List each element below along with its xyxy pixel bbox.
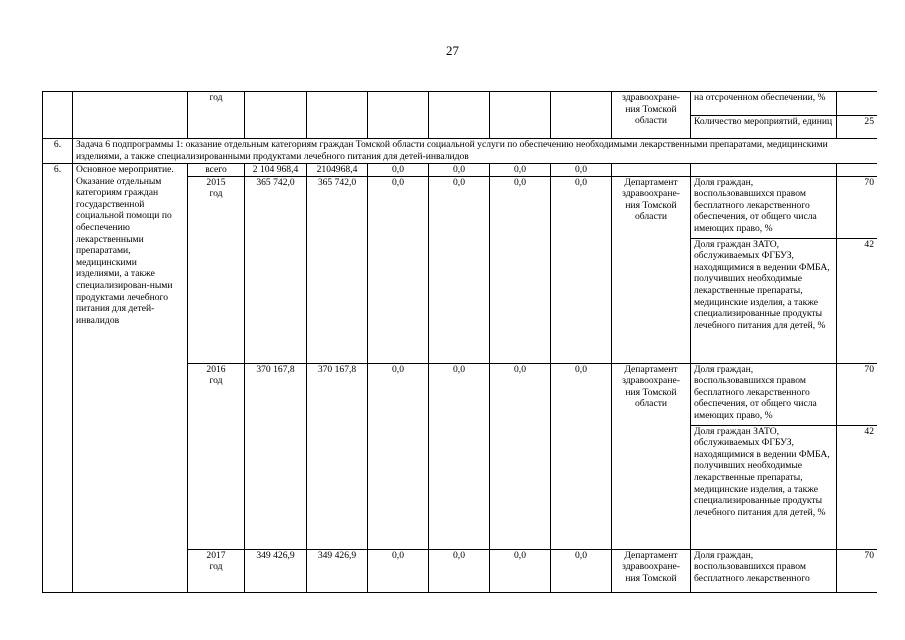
task-number: 6. <box>43 139 73 164</box>
table-row <box>43 164 878 177</box>
value-cell: 0,0 <box>368 363 429 549</box>
total-label: всего <box>188 164 245 177</box>
value-cell: 0,0 <box>551 549 612 593</box>
value-cell: 0,0 <box>551 176 612 363</box>
event-number: 6. <box>43 164 73 594</box>
total-v3: 0,0 <box>368 164 429 177</box>
indicator-value: 25 <box>837 116 878 139</box>
indicator-cell: Доля граждан, воспользовавшихся правом бесплатного лекарственного обеспечения, от общего числа имеющих право, % <box>691 176 837 238</box>
program-table-wrapper <box>42 91 877 593</box>
indicator-value: 42 <box>837 425 878 549</box>
value-cell: 0,0 <box>490 176 551 363</box>
value-cell: 365 742,0 <box>307 176 368 363</box>
event-name: Основное мероприятие. Оказание отдельным категориям граждан государственной социальной помощи по обеспечению лекарственными препаратами, медицинскими изделиями, а также специализирован-ными продуктами лечебного питания для детей-инвалидов <box>73 164 188 594</box>
year-cell: год <box>188 92 245 139</box>
dept-cell: Департамент здравоохране-ния Томской области <box>612 363 691 549</box>
value-cell: 370 167,8 <box>307 363 368 549</box>
indicator-value: 70 <box>837 176 878 238</box>
total-v1: 2 104 968,4 <box>245 164 307 177</box>
value-cell: 349 426,9 <box>307 549 368 593</box>
value-cell: 0,0 <box>490 363 551 549</box>
indicator-cell: Доля граждан, воспользовавшихся правом бесплатного лекарственного обеспечения, от общего числа имеющих право, % <box>691 363 837 425</box>
value-cell: 0,0 <box>551 363 612 549</box>
total-v5: 0,0 <box>490 164 551 177</box>
task-row <box>43 139 878 164</box>
value-cell: 0,0 <box>429 176 490 363</box>
indicator-cell: Доля граждан, воспользовавшихся правом бесплатного лекарственного <box>691 549 837 593</box>
total-v2: 2104968,4 <box>307 164 368 177</box>
value-cell: 370 167,8 <box>245 363 307 549</box>
dept-cell: здравоохране- ния Томской области <box>612 92 691 139</box>
year-cell: 2015 год <box>188 176 245 363</box>
indicator-cell: Количество мероприятий, единиц <box>691 116 837 139</box>
task-text: Задача 6 подпрограммы 1: оказание отдельным категориям граждан Томской области социальной услуги по обеспечению необходимыми лекарственными препаратами, медицинскими изделиями, а также специализированными продуктами лечебного питания для детей-инвалидов <box>73 139 878 164</box>
page-number: 27 <box>446 43 459 58</box>
indicator-cell: Доля граждан ЗАТО, обслуживаемых ФГБУЗ, находящимися в ведении ФМБА, получивших необходимые лекарственные препараты, медицинские изделия, а также специализированные продукты лечебного питания для детей, % <box>691 238 837 363</box>
value-cell: 0,0 <box>429 549 490 593</box>
indicator-value: 70 <box>837 549 878 593</box>
indicator-value: 70 <box>837 363 878 425</box>
total-v4: 0,0 <box>429 164 490 177</box>
value-cell: 365 742,0 <box>245 176 307 363</box>
value-cell: 0,0 <box>429 363 490 549</box>
value-cell: 0,0 <box>368 176 429 363</box>
dept-cell: Департамент здравоохране-ния Томской области <box>612 176 691 363</box>
value-cell: 0,0 <box>490 549 551 593</box>
indicator-cell: на отсроченном обеспечении, % <box>691 92 837 116</box>
value-cell: 0,0 <box>368 549 429 593</box>
program-table <box>42 91 877 593</box>
total-v6: 0,0 <box>551 164 612 177</box>
dept-cell: Департамент здравоохране-ния Томской <box>612 549 691 593</box>
year-cell: 2017 год <box>188 549 245 593</box>
value-cell: 349 426,9 <box>245 549 307 593</box>
table-row <box>43 92 878 116</box>
year-cell: 2016 год <box>188 363 245 549</box>
indicator-cell: Доля граждан ЗАТО, обслуживаемых ФГБУЗ, находящимися в ведении ФМБА, получивших необходимые лекарственные препараты, медицинские изделия, а также специализированные продукты лечебного питания для детей, % <box>691 425 837 549</box>
indicator-value: 42 <box>837 238 878 363</box>
